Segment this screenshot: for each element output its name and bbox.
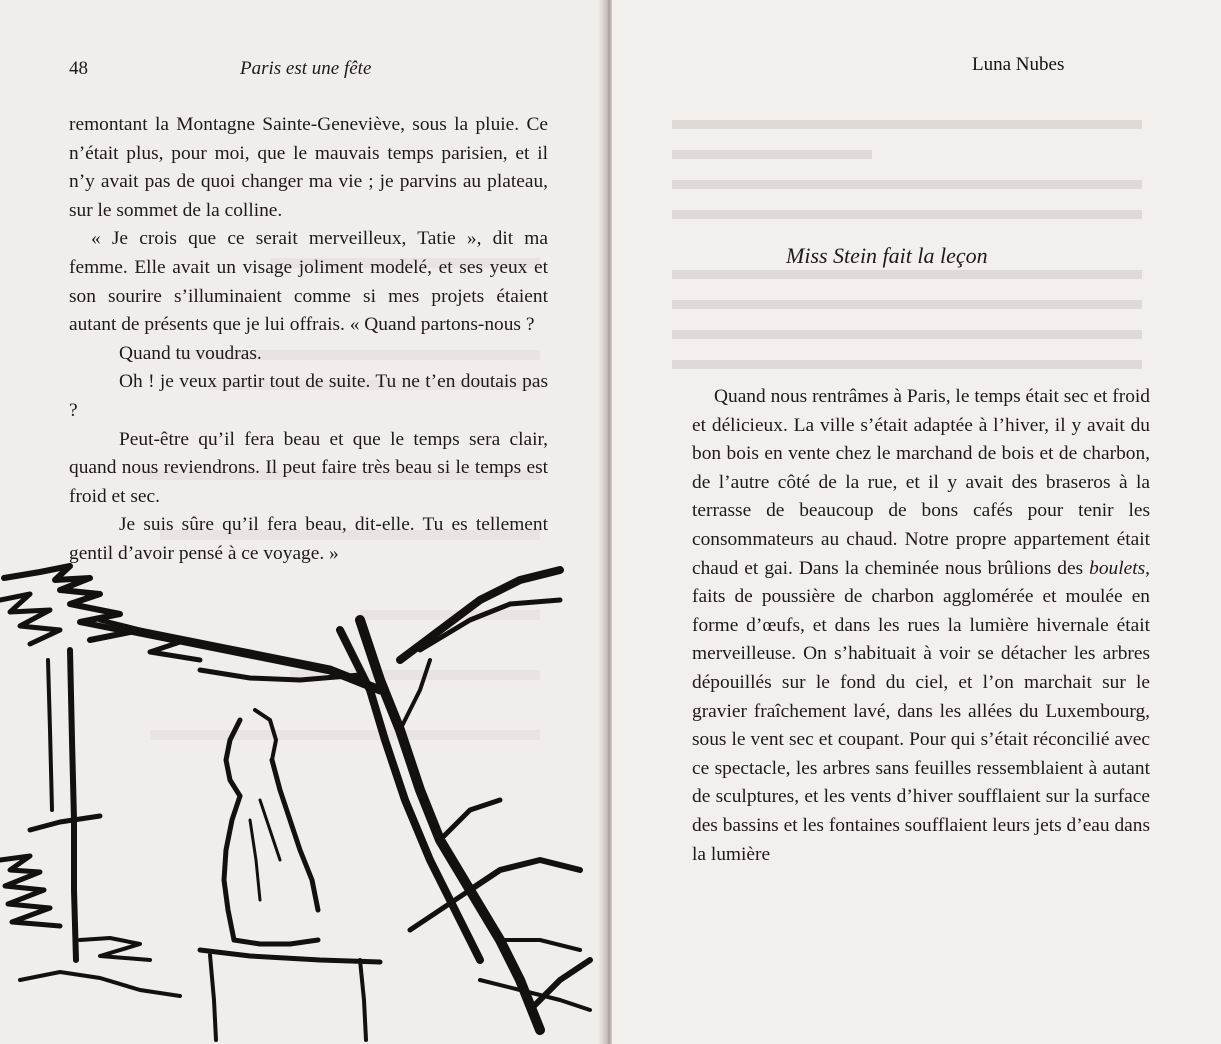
paragraph: remontant la Montagne Sainte-Geneviève, sous la pluie. Ce n’était plus, pour moi, que le mauvais temps parisien, et il n’y avait pas de quoi changer ma vie ; je parvins au plateau, sur le sommet de la colline.: [69, 114, 548, 221]
left-page: [0, 0, 605, 1044]
paragraph: Oh ! je veux partir tout de suite. Tu ne t’en doutais pas ?: [69, 371, 548, 421]
paragraph-text: , faits de poussière de charbon agglomérée et moulée en forme d’œufs, et dans les rues la lumière hivernale était merveilleuse. On s’habituait à voir se détacher les arbres dépouillés sur le fond du ciel, et l’on marchait sur le gravier fraîchement lavé, dans les allées du Luxembourg, sous le vent sec et coupant. Pour qui s’était réconcilié avec ce spectacle, les arbres sans feuilles ressemblaient à autant de sculptures, et les vents d’hiver soufflaient sur la surface des bassins et les fontaines soufflaient leurs jets d’eau dans la lumière: [692, 557, 1150, 865]
chapter-title: Miss Stein fait la leçon: [786, 243, 988, 268]
paragraph: Peut-être qu’il fera beau et que le temps sera clair, quand nous reviendrons. Il peut faire très beau si le temps est froid et sec.: [69, 428, 548, 507]
running-title: Paris est une fête: [240, 58, 372, 79]
paragraph-text: Quand nous rentrâmes à Paris, le temps était sec et froid et délicieux. La ville s’était adaptée à l’hiver, il y avait du bon bois en vente chez le marchand de bois et de charbon, de l’autre côté de la rue, et il y avait des braseros à la terrasse de beaucoup de bons cafés pour tenir les consommateurs au chaud. Notre propre appartement était chaud et gai. Dans la cheminée nous brûlions des: [692, 386, 1150, 579]
paragraph: [692, 383, 1150, 869]
seated-woman-drawing: [224, 710, 318, 944]
page-number: 48: [69, 58, 88, 79]
right-page-text: [692, 383, 1150, 869]
paragraph: Quand tu voudras.: [119, 342, 262, 364]
watermark-text: Luna Nubes: [972, 54, 1065, 75]
paragraph: Je suis sûre qu’il fera beau, dit-elle. Tu es tellement gentil d’avoir pensé à ce voyage. »: [69, 514, 548, 564]
left-page-text: [69, 111, 548, 569]
paragraph: « Je crois que ce serait merveilleux, Tatie », dit ma femme. Elle avait un visage joliment modelé, et ses yeux et son sourire s’illuminaient comme si mes projets étaient autant de présents que je lui offrais. « Quand partons-nous ?: [69, 228, 548, 336]
ink-drawing-illustration: [0, 560, 600, 1044]
foliage-left-drawing: [0, 566, 200, 660]
right-page: [612, 0, 1221, 1044]
italic-word: boulets: [1089, 557, 1146, 579]
